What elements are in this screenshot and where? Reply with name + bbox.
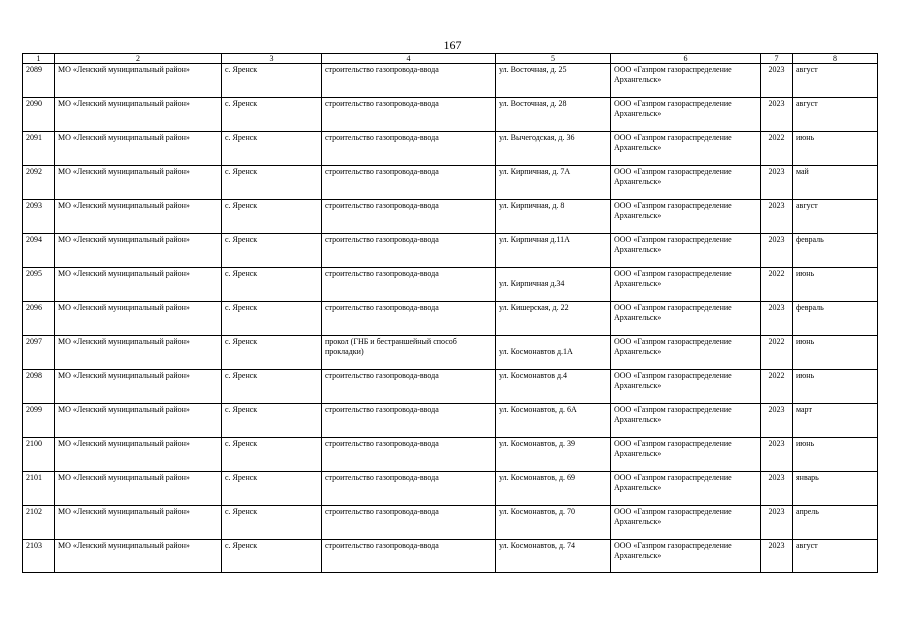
year-cell: 2023 bbox=[761, 64, 793, 98]
address-cell: ул. Космонавтов, д. 39 bbox=[496, 438, 611, 472]
table-row bbox=[23, 64, 878, 98]
settlement-cell: с. Яренск bbox=[222, 506, 322, 540]
address-cell: ул. Космонавтов д.4 bbox=[496, 370, 611, 404]
month-cell: февраль bbox=[793, 302, 878, 336]
municipality-cell: МО «Ленский муниципальный район» bbox=[55, 404, 222, 438]
row-number-cell: 2102 bbox=[23, 506, 55, 540]
row-number-cell: 2096 bbox=[23, 302, 55, 336]
address-cell: ул. Космонавтов, д. 74 bbox=[496, 540, 611, 573]
gas-works-table bbox=[22, 53, 878, 573]
year-cell: 2023 bbox=[761, 472, 793, 506]
organization-cell: ООО «Газпром газораспределение Архангельск» bbox=[611, 268, 761, 302]
settlement-cell: с. Яренск bbox=[222, 438, 322, 472]
column-header: 2 bbox=[55, 54, 222, 64]
municipality-cell: МО «Ленский муниципальный район» bbox=[55, 166, 222, 200]
row-number-cell: 2092 bbox=[23, 166, 55, 200]
work-type-cell: строительство газопровода-ввода bbox=[322, 200, 496, 234]
header-row bbox=[23, 54, 878, 64]
work-type-cell: строительство газопровода-ввода bbox=[322, 404, 496, 438]
page-number: 167 bbox=[443, 38, 462, 52]
address-text: ул. Космонавтов д.1А bbox=[499, 347, 573, 356]
row-number-cell: 2095 bbox=[23, 268, 55, 302]
settlement-cell: с. Яренск bbox=[222, 336, 322, 370]
year-cell: 2023 bbox=[761, 98, 793, 132]
year-cell: 2022 bbox=[761, 336, 793, 370]
organization-cell: ООО «Газпром газораспределение Архангельск» bbox=[611, 404, 761, 438]
row-number-cell: 2100 bbox=[23, 438, 55, 472]
month-cell: июнь bbox=[793, 370, 878, 404]
table-row bbox=[23, 438, 878, 472]
organization-cell: ООО «Газпром газораспределение Архангельск» bbox=[611, 370, 761, 404]
month-cell: апрель bbox=[793, 506, 878, 540]
work-type-cell: прокол (ГНБ и бестраншейный способ прокладки) bbox=[322, 336, 496, 370]
row-number-cell: 2097 bbox=[23, 336, 55, 370]
organization-cell: ООО «Газпром газораспределение Архангельск» bbox=[611, 200, 761, 234]
year-cell: 2023 bbox=[761, 234, 793, 268]
month-cell: май bbox=[793, 166, 878, 200]
address-cell bbox=[496, 268, 611, 302]
month-cell: август bbox=[793, 64, 878, 98]
table-row bbox=[23, 370, 878, 404]
municipality-cell: МО «Ленский муниципальный район» bbox=[55, 438, 222, 472]
organization-cell: ООО «Газпром газораспределение Архангельск» bbox=[611, 438, 761, 472]
address-cell: ул. Кирпичная, д. 7А bbox=[496, 166, 611, 200]
month-cell: август bbox=[793, 540, 878, 573]
work-type-cell: строительство газопровода-ввода bbox=[322, 132, 496, 166]
settlement-cell: с. Яренск bbox=[222, 370, 322, 404]
organization-cell: ООО «Газпром газораспределение Архангельск» bbox=[611, 472, 761, 506]
work-type-cell: строительство газопровода-ввода bbox=[322, 302, 496, 336]
work-type-cell: строительство газопровода-ввода bbox=[322, 166, 496, 200]
table-row bbox=[23, 336, 878, 370]
settlement-cell: с. Яренск bbox=[222, 132, 322, 166]
municipality-cell: МО «Ленский муниципальный район» bbox=[55, 98, 222, 132]
column-header: 4 bbox=[322, 54, 496, 64]
settlement-cell: с. Яренск bbox=[222, 64, 322, 98]
table-row bbox=[23, 302, 878, 336]
year-cell: 2023 bbox=[761, 200, 793, 234]
row-number-cell: 2091 bbox=[23, 132, 55, 166]
table-row bbox=[23, 472, 878, 506]
month-cell: август bbox=[793, 200, 878, 234]
month-cell: январь bbox=[793, 472, 878, 506]
address-cell: ул. Космонавтов, д. 70 bbox=[496, 506, 611, 540]
organization-cell: ООО «Газпром газораспределение Архангельск» bbox=[611, 98, 761, 132]
table-row bbox=[23, 166, 878, 200]
month-cell: июнь bbox=[793, 438, 878, 472]
month-cell: февраль bbox=[793, 234, 878, 268]
municipality-cell: МО «Ленский муниципальный район» bbox=[55, 64, 222, 98]
row-number-cell: 2103 bbox=[23, 540, 55, 573]
address-cell: ул. Восточная, д. 28 bbox=[496, 98, 611, 132]
table-row bbox=[23, 132, 878, 166]
work-type-cell: строительство газопровода-ввода bbox=[322, 98, 496, 132]
column-header: 3 bbox=[222, 54, 322, 64]
column-header: 7 bbox=[761, 54, 793, 64]
row-number-cell: 2089 bbox=[23, 64, 55, 98]
organization-cell: ООО «Газпром газораспределение Архангельск» bbox=[611, 336, 761, 370]
table-row bbox=[23, 234, 878, 268]
municipality-cell: МО «Ленский муниципальный район» bbox=[55, 336, 222, 370]
municipality-cell: МО «Ленский муниципальный район» bbox=[55, 540, 222, 573]
work-type-cell: строительство газопровода-ввода bbox=[322, 234, 496, 268]
municipality-cell: МО «Ленский муниципальный район» bbox=[55, 132, 222, 166]
settlement-cell: с. Яренск bbox=[222, 404, 322, 438]
work-type-cell: строительство газопровода-ввода bbox=[322, 64, 496, 98]
municipality-cell: МО «Ленский муниципальный район» bbox=[55, 302, 222, 336]
year-cell: 2023 bbox=[761, 302, 793, 336]
year-cell: 2023 bbox=[761, 438, 793, 472]
table-row bbox=[23, 98, 878, 132]
settlement-cell: с. Яренск bbox=[222, 200, 322, 234]
settlement-cell: с. Яренск bbox=[222, 302, 322, 336]
row-number-cell: 2090 bbox=[23, 98, 55, 132]
table-row bbox=[23, 404, 878, 438]
organization-cell: ООО «Газпром газораспределение Архангельск» bbox=[611, 540, 761, 573]
work-type-cell: строительство газопровода-ввода bbox=[322, 506, 496, 540]
organization-cell: ООО «Газпром газораспределение Архангельск» bbox=[611, 64, 761, 98]
month-cell: август bbox=[793, 98, 878, 132]
address-cell bbox=[496, 336, 611, 370]
row-number-cell: 2094 bbox=[23, 234, 55, 268]
month-cell: июнь bbox=[793, 268, 878, 302]
municipality-cell: МО «Ленский муниципальный район» bbox=[55, 370, 222, 404]
column-header: 5 bbox=[496, 54, 611, 64]
year-cell: 2023 bbox=[761, 166, 793, 200]
year-cell: 2023 bbox=[761, 506, 793, 540]
work-type-cell: строительство газопровода-ввода bbox=[322, 438, 496, 472]
work-type-cell: строительство газопровода-ввода bbox=[322, 370, 496, 404]
organization-cell: ООО «Газпром газораспределение Архангельск» bbox=[611, 132, 761, 166]
address-text: ул. Кирпичная д.34 bbox=[499, 279, 565, 288]
municipality-cell: МО «Ленский муниципальный район» bbox=[55, 268, 222, 302]
year-cell: 2023 bbox=[761, 540, 793, 573]
work-type-cell: строительство газопровода-ввода bbox=[322, 540, 496, 573]
month-cell: июнь bbox=[793, 132, 878, 166]
settlement-cell: с. Яренск bbox=[222, 268, 322, 302]
year-cell: 2022 bbox=[761, 370, 793, 404]
year-cell: 2022 bbox=[761, 268, 793, 302]
work-type-cell: строительство газопровода-ввода bbox=[322, 268, 496, 302]
table-row bbox=[23, 506, 878, 540]
address-cell: ул. Восточная, д. 25 bbox=[496, 64, 611, 98]
row-number-cell: 2099 bbox=[23, 404, 55, 438]
work-type-cell: строительство газопровода-ввода bbox=[322, 472, 496, 506]
organization-cell: ООО «Газпром газораспределение Архангельск» bbox=[611, 166, 761, 200]
month-cell: июнь bbox=[793, 336, 878, 370]
settlement-cell: с. Яренск bbox=[222, 472, 322, 506]
row-number-cell: 2098 bbox=[23, 370, 55, 404]
address-cell: ул. Кирпичная, д. 8 bbox=[496, 200, 611, 234]
municipality-cell: МО «Ленский муниципальный район» bbox=[55, 234, 222, 268]
municipality-cell: МО «Ленский муниципальный район» bbox=[55, 472, 222, 506]
organization-cell: ООО «Газпром газораспределение Архангельск» bbox=[611, 302, 761, 336]
row-number-cell: 2093 bbox=[23, 200, 55, 234]
column-header: 8 bbox=[793, 54, 878, 64]
organization-cell: ООО «Газпром газораспределение Архангельск» bbox=[611, 506, 761, 540]
row-number-cell: 2101 bbox=[23, 472, 55, 506]
municipality-cell: МО «Ленский муниципальный район» bbox=[55, 506, 222, 540]
settlement-cell: с. Яренск bbox=[222, 98, 322, 132]
settlement-cell: с. Яренск bbox=[222, 166, 322, 200]
column-header: 6 bbox=[611, 54, 761, 64]
settlement-cell: с. Яренск bbox=[222, 540, 322, 573]
table-row bbox=[23, 200, 878, 234]
organization-cell: ООО «Газпром газораспределение Архангельск» bbox=[611, 234, 761, 268]
municipality-cell: МО «Ленский муниципальный район» bbox=[55, 200, 222, 234]
address-cell: ул. Космонавтов, д. 69 bbox=[496, 472, 611, 506]
address-cell: ул. Кишерская, д. 22 bbox=[496, 302, 611, 336]
column-header: 1 bbox=[23, 54, 55, 64]
table-row bbox=[23, 268, 878, 302]
month-cell: март bbox=[793, 404, 878, 438]
address-cell: ул. Космонавтов, д. 6А bbox=[496, 404, 611, 438]
settlement-cell: с. Яренск bbox=[222, 234, 322, 268]
address-cell: ул. Вычегодская, д. 36 bbox=[496, 132, 611, 166]
year-cell: 2022 bbox=[761, 132, 793, 166]
table-row bbox=[23, 540, 878, 573]
year-cell: 2023 bbox=[761, 404, 793, 438]
address-cell: ул. Кирпичная д.11А bbox=[496, 234, 611, 268]
